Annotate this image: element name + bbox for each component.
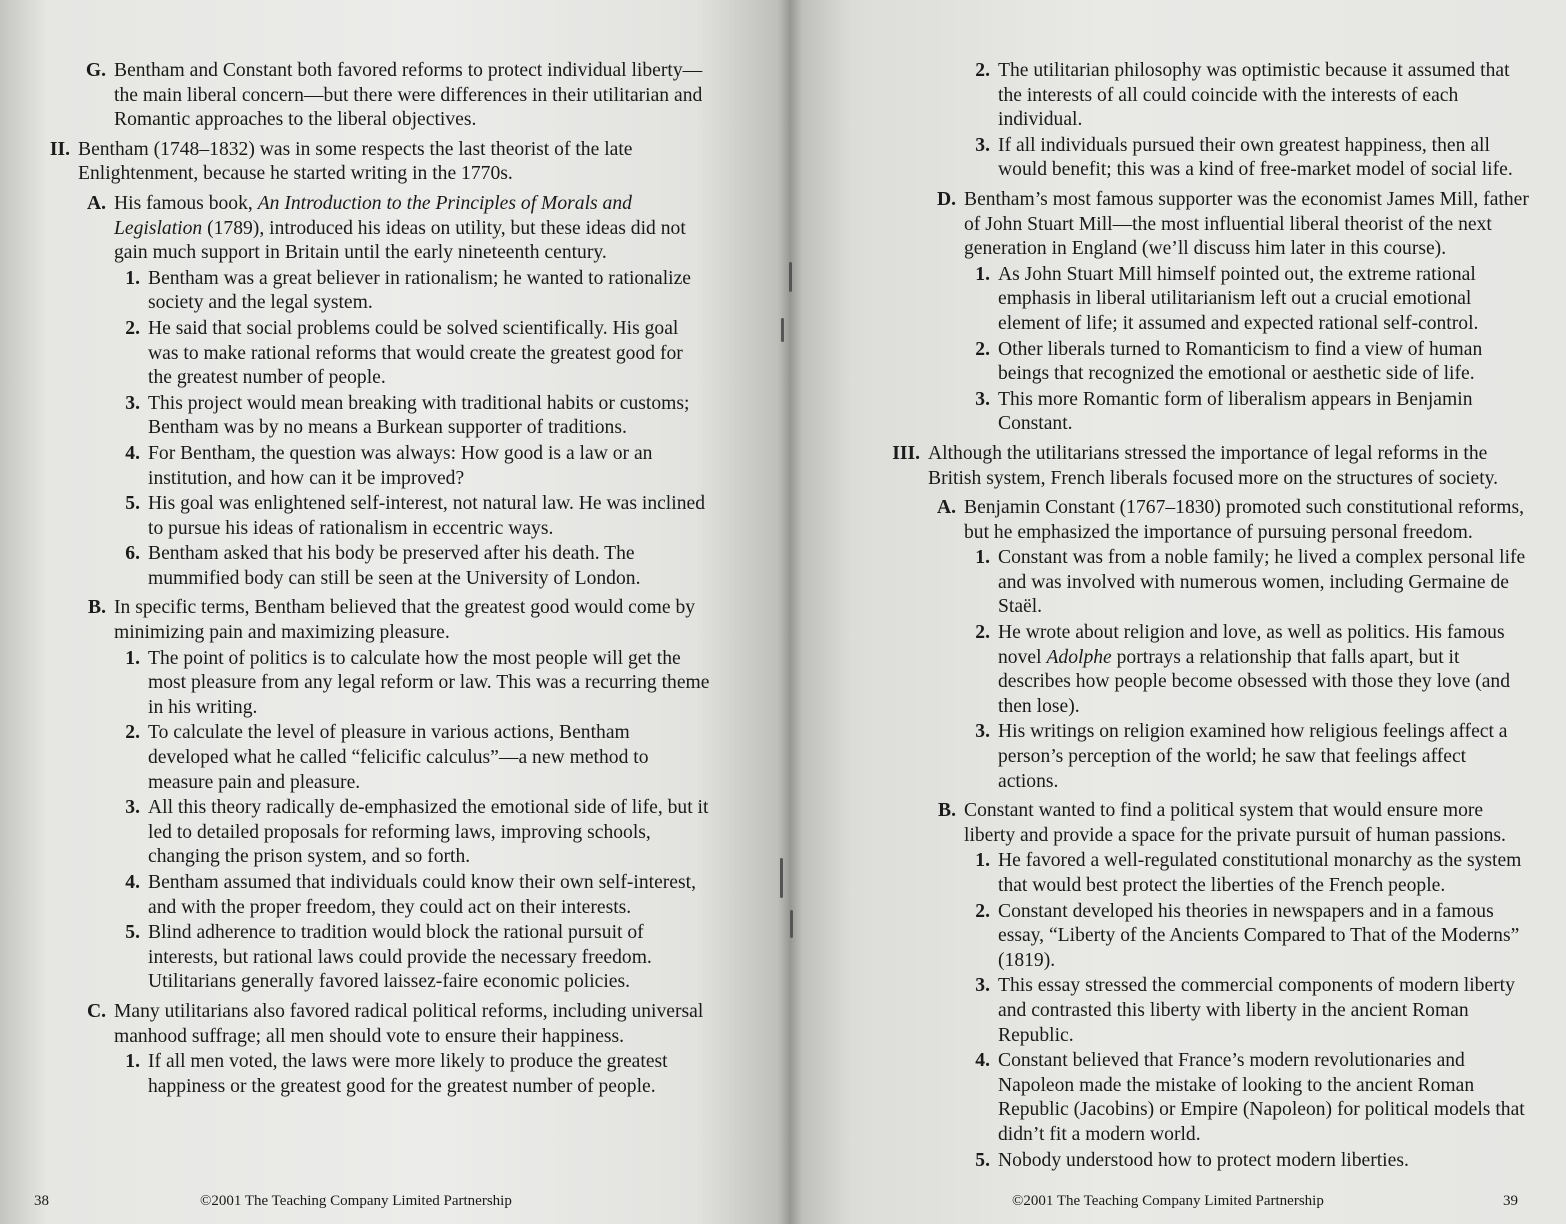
outline-item [20,921,710,995]
outline-text: Bentham (1748–1832) was in some respects the last theorist of the late Enlightenment, because he started writing in the 1770s. [78,138,633,185]
outline-text: Nobody understood how to protect modern liberties. [998,1149,1409,1171]
outline-item [870,1149,1530,1174]
outline-text: Constant was from a noble family; he lived a complex personal life and was involved with numerous women, including Germaine de Staël. [998,547,1526,618]
outline-text: As John Stuart Mill himself pointed out, the extreme rational emphasis in liberal utilitarianism left out a crucial emotional element of life; it assumed and expected rational self-control. [998,263,1479,334]
outline-label: 5. [975,1149,990,1171]
outline-item [870,974,1530,1048]
outline-text: His writings on religion examined how religious feelings affect a person’s perception of the world; he saw that feelings affect actions. [998,721,1508,792]
page-number: 38 [34,1193,49,1209]
outline-item [870,442,1530,491]
outline-item [870,1049,1530,1147]
outline-label: 2. [125,317,140,339]
outline-text: Constant believed that France’s modern revolutionaries and Napoleon made the mistake of looking to the ancient Roman Republic (Jacobins) or Empire (Napoleon) for political models that didn’t fit a modern world. [998,1050,1525,1145]
outline-text: Bentham assumed that individuals could know their own self-interest, and with the proper freedom, they could act on their interests. [148,872,696,918]
right-page [790,0,1566,1224]
outline-item [20,596,710,645]
outline-label: II. [49,138,70,160]
outline-text: If all men voted, the laws were more likely to produce the greatest happiness or the greatest good for the greatest number of people. [148,1051,668,1097]
outline-text: All this theory radically de-emphasized the emotional side of life, but it led to detailed proposals for reforming laws, improving schools, changing the prison system, and so forth. [148,797,709,868]
outline-text: This project would mean breaking with traditional habits or customs; Bentham was by no means a Burkean supporter of traditions. [148,392,690,439]
outline-label: B. [88,597,106,619]
outline-item [20,59,710,133]
outline-label: A. [86,192,106,214]
outline-label: 3. [975,975,990,997]
outline-label: B. [938,800,956,822]
outline-label: 1. [125,647,140,669]
outline-label: 3. [975,721,990,743]
outline-text: This essay stressed the commercial components of modern liberty and contrasted this liberty with liberty in the ancient Roman Republic. [998,975,1515,1046]
outline-label: 2. [975,900,990,922]
outline-item [870,388,1530,437]
outline-label: 2. [975,60,990,81]
outline-label: G. [85,60,106,81]
outline-text: Many utilitarians also favored radical political reforms, including universal manhood suffrage; all men should vote to ensure their happiness. [114,1000,704,1047]
outline-label: 1. [125,267,140,289]
outline-label: 2. [125,722,140,744]
outline-text: He said that social problems could be solved scientifically. His goal was to make rational reforms that would create the greatest good for the greatest number of people. [148,317,683,389]
outline-label: C. [86,1000,106,1022]
outline-text: The utilitarian philosophy was optimistic because it assumed that the interests of all could coincide with the interests of each individual. [998,60,1510,131]
outline-item [20,392,710,441]
outline-text: Benjamin Constant (1767–1830) promoted such constitutional reforms, but he emphasized the importance of pursuing personal freedom. [964,497,1524,543]
staple-mark [789,262,792,292]
outline-label: 5. [125,922,140,944]
outline-text: Blind adherence to tradition would block the rational pursuit of interests, but rational laws could provide the necessary freedom. Utilitarians generally favored laissez-faire economic policies. [148,922,652,993]
outline-label: 3. [125,797,140,819]
outline-label: 2. [975,338,990,360]
outline-label: III. [892,442,920,464]
outline-item [20,796,710,870]
outline-text: To calculate the level of pleasure in various actions, Bentham developed what he called “felicific calculus”—a new method to measure pain and pleasure. [148,722,649,793]
outline-item [20,1000,710,1049]
outline-item [870,546,1530,620]
outline-item [20,721,710,795]
outline-text: For Bentham, the question was always: How good is a law or an institution, and how can it be improved? [148,442,653,489]
outline-item [870,134,1530,183]
outline-item [20,871,710,920]
outline-text: This more Romantic form of liberalism appears in Benjamin Constant. [998,388,1473,435]
outline-label: 4. [975,1050,990,1072]
copyright-footer: ©2001 The Teaching Company Limited Partnership [1012,1193,1324,1209]
outline-text: He favored a well-regulated constitutional monarchy as the system that would best protect the liberties of the French people. [998,850,1522,896]
left-page-outline [20,54,710,1099]
outline-item [20,317,710,391]
outline-text: Bentham and Constant both favored reforms to protect individual liberty—the main liberal concern—but there were differences in their utilitarian and Romantic approaches to the liberal objectives. [114,60,703,131]
outline-label: 3. [125,392,140,414]
outline-item [870,338,1530,387]
outline-text: Bentham asked that his body be preserved after his death. The mummified body can still be seen at the University of London. [148,543,641,589]
outline-label: A. [936,497,956,519]
copyright-footer: ©2001 The Teaching Company Limited Partnership [200,1193,512,1209]
outline-item [20,492,710,541]
outline-text: He wrote about religion and love, as well as politics. His famous novel Adolphe portrays a relationship that falls apart, but it describes how people become obsessed with those they love (and then lose). [998,622,1511,717]
staple-mark [790,910,793,938]
right-page-outline [870,58,1530,1173]
outline-item [870,188,1530,262]
outline-text: His goal was enlightened self-interest, not natural law. He was inclined to pursue his ideas of rationalism in eccentric ways. [148,493,705,539]
outline-label: 1. [125,1051,140,1073]
staple-mark [780,858,783,898]
outline-label: 1. [975,547,990,569]
outline-text: Although the utilitarians stressed the importance of legal reforms in the British system, French liberals focused more on the structures of society. [928,442,1499,489]
outline-item [20,192,710,266]
outline-label: 1. [975,263,990,285]
outline-item [20,1050,710,1099]
outline-text: Bentham was a great believer in rationalism; he wanted to rationalize society and the legal system. [148,267,691,314]
outline-item [870,720,1530,794]
outline-item [20,647,710,721]
outline-text: In specific terms, Bentham believed that the greatest good would come by minimizing pain and maximizing pleasure. [114,597,696,644]
outline-item [20,542,710,591]
outline-item [20,442,710,491]
outline-label: 3. [975,134,990,156]
outline-text: Other liberals turned to Romanticism to find a view of human beings that recognized the emotional or aesthetic side of life. [998,338,1483,385]
outline-item [870,496,1530,545]
outline-label: 4. [125,442,140,464]
staple-mark [781,318,784,342]
outline-text: Bentham’s most famous supporter was the economist James Mill, father of John Stuart Mill—the most influential liberal theorist of the next generation in England (we’ll discuss him later in this course). [964,188,1529,260]
outline-text: His famous book, An Introduction to the Principles of Morals and Legislation (1789), introduced his ideas on utility, but these ideas did not gain much support in Britain until the early nineteenth century. [114,192,686,264]
page-number: 39 [1503,1193,1518,1209]
outline-item [870,59,1530,133]
book-gutter-shadow [778,0,802,1224]
outline-label: D. [936,188,956,210]
outline-text: Constant wanted to find a political system that would ensure more liberty and provide a space for the private pursuit of human passions. [964,800,1506,846]
outline-item [20,267,710,316]
outline-label: 1. [975,850,990,872]
outline-item [870,799,1530,848]
outline-item [870,621,1530,719]
outline-label: 2. [975,622,990,644]
outline-text: The point of politics is to calculate how the most people will get the most pleasure from any legal reform or law. This was a recurring theme in his writing. [148,647,710,718]
outline-item [870,849,1530,898]
outline-label: 3. [975,388,990,410]
outline-label: 6. [125,543,140,565]
outline-item [20,138,710,187]
outline-label: 4. [125,872,140,893]
outline-text: If all individuals pursued their own greatest happiness, then all would benefit; this was a kind of free-market model of social life. [998,134,1513,181]
outline-item [870,263,1530,337]
outline-item [870,900,1530,974]
outline-label: 5. [125,493,140,515]
outline-text: Constant developed his theories in newspapers and in a famous essay, “Liberty of the Ancients Compared to That of the Moderns” (1819). [998,900,1520,971]
